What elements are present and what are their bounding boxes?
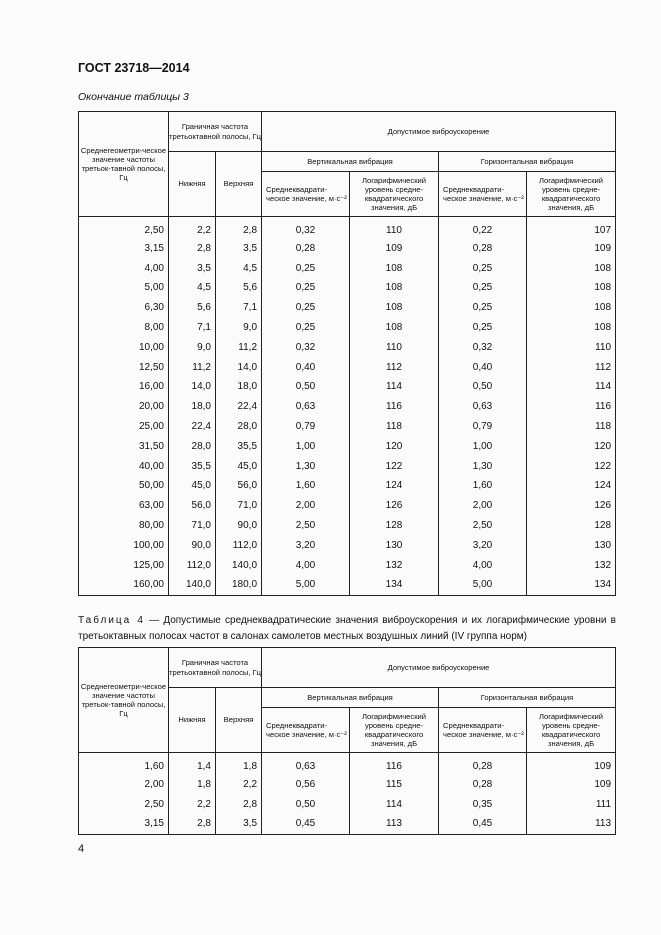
table-cell: 114 — [350, 378, 439, 398]
table-body — [79, 753, 616, 835]
table-cell: 0,32 — [262, 338, 350, 358]
table-cell: 0,25 — [262, 279, 350, 299]
table-cell: 4,5 — [169, 279, 216, 299]
table-cell: 100,00 — [79, 536, 169, 556]
table-cell: 114 — [350, 795, 439, 815]
table-cell: 2,2 — [169, 795, 216, 815]
table-cell: 1,00 — [262, 437, 350, 457]
header-upper: Верхняя — [216, 688, 262, 753]
vibration-table-3 — [78, 111, 616, 596]
table-cell: 110 — [527, 338, 616, 358]
table-cell: 0,22 — [439, 217, 527, 240]
table-cell: 1,00 — [439, 437, 527, 457]
table-cell: 0,35 — [439, 795, 527, 815]
table-cell: 2,00 — [262, 496, 350, 516]
table-cell: 18,0 — [169, 397, 216, 417]
table-cell: 25,00 — [79, 417, 169, 437]
table-cell: 108 — [527, 318, 616, 338]
table-row — [79, 477, 616, 497]
table-row — [79, 457, 616, 477]
table-cell: 109 — [350, 239, 439, 259]
table-row — [79, 437, 616, 457]
table-cell: 3,20 — [262, 536, 350, 556]
table-cell: 0,28 — [262, 239, 350, 259]
table-cell: 130 — [350, 536, 439, 556]
table-cell: 113 — [527, 815, 616, 835]
table-cell: 0,45 — [439, 815, 527, 835]
table-cell: 28,0 — [169, 437, 216, 457]
table-cell: 0,56 — [262, 775, 350, 795]
table-cell: 11,2 — [169, 358, 216, 378]
table-cell: 0,50 — [262, 378, 350, 398]
table-cell: 7,1 — [216, 298, 262, 318]
table-cell: 118 — [527, 417, 616, 437]
table-row — [79, 338, 616, 358]
table-cell: 71,0 — [169, 516, 216, 536]
table-cell: 1,8 — [169, 775, 216, 795]
table-row — [79, 378, 616, 398]
table-cell: 3,5 — [216, 815, 262, 835]
table-cell: 6,30 — [79, 298, 169, 318]
table-cell: 2,8 — [216, 217, 262, 240]
table-row — [79, 753, 616, 776]
vibration-table-4 — [78, 647, 616, 835]
header-band-limits: Граничная частота третьоктавной полосы, Гц — [169, 648, 262, 688]
table-cell: 45,0 — [169, 477, 216, 497]
table-cell: 128 — [527, 516, 616, 536]
table-cell: 28,0 — [216, 417, 262, 437]
table-cell: 2,2 — [216, 775, 262, 795]
table-cell: 18,0 — [216, 378, 262, 398]
header-lower: Нижняя — [169, 688, 216, 753]
table-cell: 5,6 — [216, 279, 262, 299]
table-cell: 2,00 — [79, 775, 169, 795]
table-cell: 0,40 — [262, 358, 350, 378]
table-cell: 1,60 — [439, 477, 527, 497]
table-cell: 9,0 — [169, 338, 216, 358]
table-cell: 0,25 — [262, 318, 350, 338]
table-row — [79, 417, 616, 437]
table-caption: Окончание таблицы 3 — [78, 91, 189, 103]
table-cell: 35,5 — [216, 437, 262, 457]
table-cell: 5,6 — [169, 298, 216, 318]
table-cell: 118 — [350, 417, 439, 437]
header-band-limits: Граничная частота третьоктавной полосы, Гц — [169, 112, 262, 152]
table-cell: 22,4 — [216, 397, 262, 417]
header-allowed-acceleration: Допустимое виброускорение — [262, 112, 616, 152]
table-cell: 90,0 — [216, 516, 262, 536]
table-cell: 2,2 — [169, 217, 216, 240]
table-cell: 12,50 — [79, 358, 169, 378]
table-cell: 116 — [350, 753, 439, 776]
table-cell: 80,00 — [79, 516, 169, 536]
table-cell: 122 — [527, 457, 616, 477]
table-cell: 2,00 — [439, 496, 527, 516]
table-cell: 7,1 — [169, 318, 216, 338]
table-cell: 1,30 — [262, 457, 350, 477]
table-cell: 31,50 — [79, 437, 169, 457]
table-cell: 132 — [350, 556, 439, 576]
table-cell: 5,00 — [79, 279, 169, 299]
table-cell: 0,25 — [439, 259, 527, 279]
table-cell: 22,4 — [169, 417, 216, 437]
header-log-vertical: Логарифмический уровень средне-квадратического значения, дБ — [350, 172, 439, 217]
header-allowed-acceleration: Допустимое виброускорение — [262, 648, 616, 688]
table-cell: 112,0 — [216, 536, 262, 556]
table-cell: 107 — [527, 217, 616, 240]
table-cell: 108 — [350, 298, 439, 318]
table-cell: 115 — [350, 775, 439, 795]
table-row — [79, 576, 616, 596]
header-upper: Верхняя — [216, 152, 262, 217]
table-row — [79, 815, 616, 835]
table-cell: 9,0 — [216, 318, 262, 338]
table-cell: 4,00 — [439, 556, 527, 576]
table-cell: 5,00 — [262, 576, 350, 596]
table-cell: 4,5 — [216, 259, 262, 279]
table-cell: 108 — [527, 259, 616, 279]
table-cell: 4,00 — [262, 556, 350, 576]
table-cell: 0,45 — [262, 815, 350, 835]
table-cell: 2,50 — [79, 217, 169, 240]
table-cell: 2,8 — [216, 795, 262, 815]
header-log-vertical: Логарифмический уровень средне-квадратического значения, дБ — [350, 708, 439, 753]
table-cell: 0,40 — [439, 358, 527, 378]
table-row — [79, 298, 616, 318]
table-cell: 90,0 — [169, 536, 216, 556]
table-cell: 3,20 — [439, 536, 527, 556]
table-row — [79, 259, 616, 279]
table-cell: 108 — [527, 298, 616, 318]
table-cell: 108 — [527, 279, 616, 299]
table-cell: 126 — [527, 496, 616, 516]
table-cell: 116 — [350, 397, 439, 417]
table-cell: 10,00 — [79, 338, 169, 358]
table-cell: 3,5 — [216, 239, 262, 259]
table-cell: 71,0 — [216, 496, 262, 516]
table-cell: 63,00 — [79, 496, 169, 516]
table-cell: 128 — [350, 516, 439, 536]
table-4-label: Таблица 4 — [78, 615, 145, 626]
table-cell: 16,00 — [79, 378, 169, 398]
table-cell: 0,25 — [439, 318, 527, 338]
table-cell: 124 — [350, 477, 439, 497]
table-row — [79, 775, 616, 795]
table-cell: 120 — [350, 437, 439, 457]
table-cell: 114 — [527, 378, 616, 398]
table-row — [79, 217, 616, 240]
table-row — [79, 496, 616, 516]
table-row — [79, 239, 616, 259]
table-cell: 50,00 — [79, 477, 169, 497]
table-row — [79, 795, 616, 815]
table-cell: 111 — [527, 795, 616, 815]
header-frequency: Среднегеометри-ческое значение частоты третьок-тавной полосы, Гц — [79, 648, 169, 753]
table-cell: 3,15 — [79, 815, 169, 835]
table-cell: 0,32 — [262, 217, 350, 240]
table-cell: 56,0 — [216, 477, 262, 497]
table-cell: 160,00 — [79, 576, 169, 596]
header-horizontal: Горизонтальная вибрация — [439, 688, 616, 708]
table-cell: 0,25 — [262, 259, 350, 279]
table-cell: 0,25 — [439, 298, 527, 318]
table-cell: 112 — [350, 358, 439, 378]
header-lower: Нижняя — [169, 152, 216, 217]
table-cell: 112,0 — [169, 556, 216, 576]
table-cell: 8,00 — [79, 318, 169, 338]
table-cell: 2,8 — [169, 239, 216, 259]
document-title: ГОСТ 23718—2014 — [78, 61, 190, 75]
table-cell: 0,63 — [262, 753, 350, 776]
table-cell: 2,8 — [169, 815, 216, 835]
table-cell: 0,28 — [439, 775, 527, 795]
table-cell: 40,00 — [79, 457, 169, 477]
table-cell: 108 — [350, 318, 439, 338]
table-cell: 134 — [527, 576, 616, 596]
table-cell: 130 — [527, 536, 616, 556]
header-vertical: Вертикальная вибрация — [262, 688, 439, 708]
header-log-horizontal: Логарифмический уровень средне-квадратического значения, дБ — [527, 172, 616, 217]
table-cell: 0,79 — [262, 417, 350, 437]
table-row — [79, 536, 616, 556]
table-cell: 45,0 — [216, 457, 262, 477]
table-cell: 3,15 — [79, 239, 169, 259]
table-cell: 110 — [350, 217, 439, 240]
header-rms-horizontal: Среднеквадрати-ческое значение, м·с⁻² — [439, 172, 527, 217]
table-row — [79, 358, 616, 378]
table-cell: 20,00 — [79, 397, 169, 417]
table-cell: 56,0 — [169, 496, 216, 516]
table-cell: 132 — [527, 556, 616, 576]
table-cell: 124 — [527, 477, 616, 497]
header-horizontal: Горизонтальная вибрация — [439, 152, 616, 172]
table-cell: 109 — [527, 775, 616, 795]
table-cell: 5,00 — [439, 576, 527, 596]
table-cell: 14,0 — [216, 358, 262, 378]
table-cell: 113 — [350, 815, 439, 835]
table-cell: 0,25 — [262, 298, 350, 318]
table-body — [79, 217, 616, 596]
table-row — [79, 516, 616, 536]
header-rms-vertical: Среднеквадрати-ческое значение, м·с⁻² — [262, 708, 350, 753]
header-vertical: Вертикальная вибрация — [262, 152, 439, 172]
table-cell: 0,25 — [439, 279, 527, 299]
table-cell: 120 — [527, 437, 616, 457]
table-cell: 109 — [527, 239, 616, 259]
table-cell: 1,8 — [216, 753, 262, 776]
page-number: 4 — [78, 843, 85, 855]
table-cell: 0,32 — [439, 338, 527, 358]
table-cell: 125,00 — [79, 556, 169, 576]
header-rms-vertical: Среднеквадрати-ческое значение, м·с⁻² — [262, 172, 350, 217]
table-cell: 1,4 — [169, 753, 216, 776]
table-cell: 3,5 — [169, 259, 216, 279]
table-cell: 1,30 — [439, 457, 527, 477]
table-cell: 0,28 — [439, 239, 527, 259]
table-cell: 108 — [350, 279, 439, 299]
table-cell: 0,63 — [262, 397, 350, 417]
table-cell: 0,79 — [439, 417, 527, 437]
table-cell: 140,0 — [216, 556, 262, 576]
table-cell: 35,5 — [169, 457, 216, 477]
table-cell: 108 — [350, 259, 439, 279]
table-4-title: — Допустимые среднеквадратические значения виброускорения и их логарифмические уровни в третьоктавных полосах частот в салонах самолетов местных воздушных линий (IV группа норм) — [78, 615, 616, 642]
header-log-horizontal: Логарифмический уровень средне-квадратического значения, дБ — [527, 708, 616, 753]
table-cell: 1,60 — [262, 477, 350, 497]
table-cell: 134 — [350, 576, 439, 596]
table-row — [79, 397, 616, 417]
table-row — [79, 318, 616, 338]
table-cell: 0,50 — [262, 795, 350, 815]
table-cell: 1,60 — [79, 753, 169, 776]
table-cell: 116 — [527, 397, 616, 417]
table-cell: 0,50 — [439, 378, 527, 398]
table-cell: 112 — [527, 358, 616, 378]
table-cell: 4,00 — [79, 259, 169, 279]
table-cell: 109 — [527, 753, 616, 776]
table-cell: 11,2 — [216, 338, 262, 358]
table-cell: 110 — [350, 338, 439, 358]
header-rms-horizontal: Среднеквадрати-ческое значение, м·с⁻² — [439, 708, 527, 753]
table-row — [79, 279, 616, 299]
table-row — [79, 556, 616, 576]
table-cell: 2,50 — [262, 516, 350, 536]
table-cell: 122 — [350, 457, 439, 477]
table-cell: 180,0 — [216, 576, 262, 596]
table-cell: 126 — [350, 496, 439, 516]
table-cell: 2,50 — [79, 795, 169, 815]
table-cell: 140,0 — [169, 576, 216, 596]
table-4-caption — [78, 613, 616, 645]
table-cell: 14,0 — [169, 378, 216, 398]
table-cell: 0,63 — [439, 397, 527, 417]
table-cell: 0,28 — [439, 753, 527, 776]
header-frequency: Среднегеометри-ческое значение частоты третьок-тавной полосы, Гц — [79, 112, 169, 217]
table-cell: 2,50 — [439, 516, 527, 536]
